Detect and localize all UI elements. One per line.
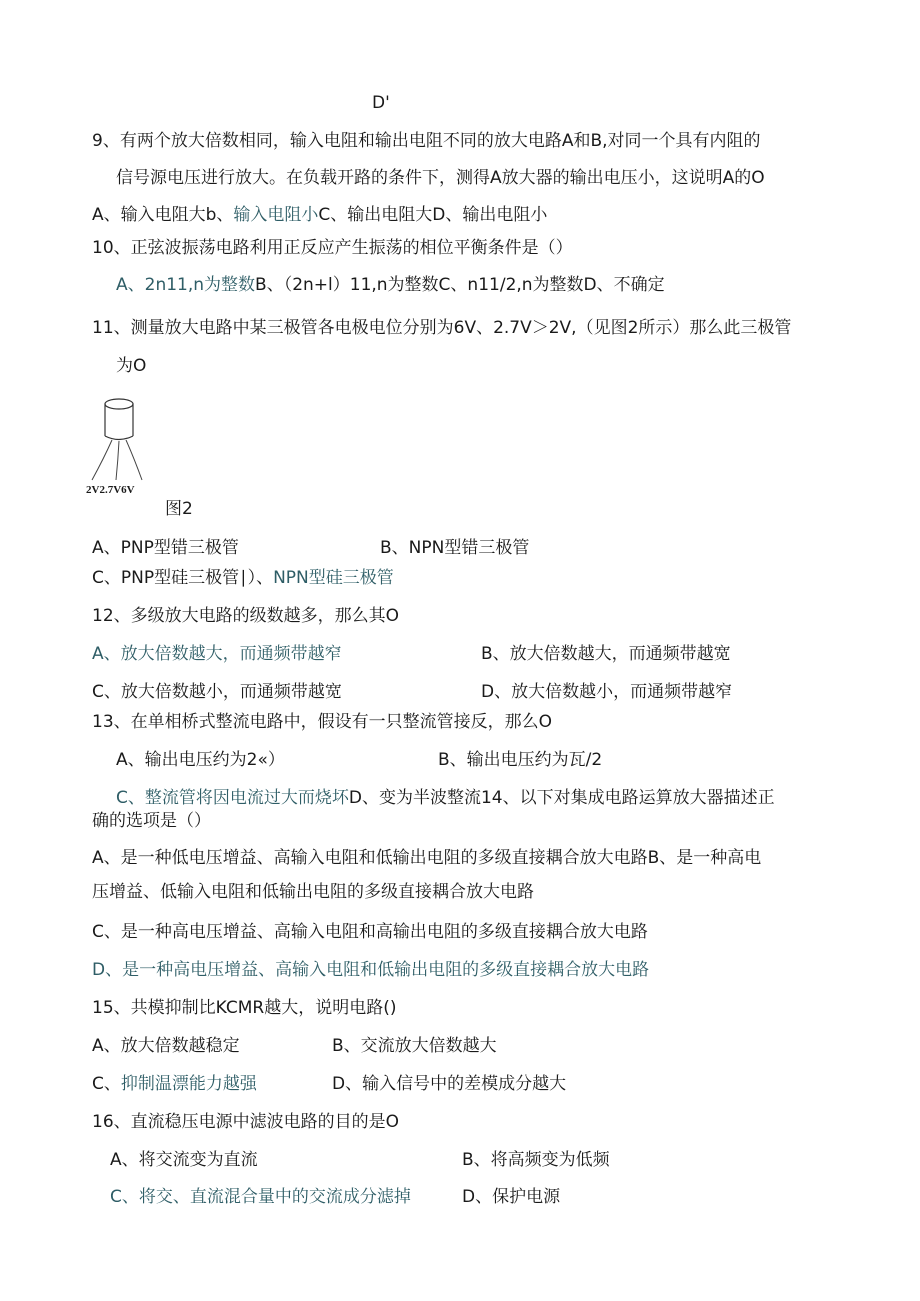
- q13-option-c-answer: C、整流管将因电流过大而烧坏: [116, 788, 349, 808]
- q13-options-cd: [116, 787, 775, 809]
- q16-option-a: A、将交流变为直流: [110, 1150, 258, 1170]
- q15-option-d: D、输入信号中的差模成分越大: [332, 1074, 567, 1094]
- q11-stem-line1: 11、测量放大电路中某三极管各电极电位分别为6V、2.7V＞2V,（见图2所示）那么此三极管: [92, 318, 792, 338]
- q12-option-a-answer: A、放大倍数越大，而通频带越窄: [92, 644, 342, 664]
- q9-options: [92, 204, 547, 226]
- transistor-figure: [86, 394, 156, 496]
- q10-options: [116, 274, 665, 296]
- q16-option-c-answer: C、将交、直流混合量中的交流成分滤掉: [110, 1187, 411, 1207]
- q15-option-c-label: C、: [92, 1074, 121, 1094]
- q12-stem: 12、多级放大电路的级数越多，那么其O: [92, 606, 400, 626]
- q14-option-d-answer: D、是一种高电压增益、高输入电阻和低输出电阻的多级直接耦合放大电路: [92, 960, 650, 980]
- q14-option-ab-line1: A、是一种低电压增益、高输入电阻和低输出电阻的多级直接耦合放大电路B、是一种高电: [92, 848, 762, 868]
- q15-stem: 15、共模抑制比KCMR越大，说明电路(): [92, 998, 397, 1018]
- q11-stem-line2: 为O: [116, 356, 147, 376]
- q11-option-d-answer: NPN型硅三极管: [273, 568, 394, 588]
- q10-stem: 10、正弦波振荡电路利用正反应产生振荡的相位平衡条件是（）: [92, 238, 573, 258]
- q13-stem: 13、在单相桥式整流电路中，假设有一只整流管接反，那么O: [92, 712, 553, 732]
- q13-option-a: A、输出电压约为2«）: [116, 750, 285, 770]
- top-mark: D': [372, 93, 390, 113]
- q9-option-cd: C、输出电阻大D、输出电阻小: [318, 205, 548, 225]
- q10-option-rest: B、（2n+l）11,n为整数C、n11∕2,n为整数D、不确定: [255, 275, 665, 295]
- q11-option-b: B、NPN型错三极管: [380, 538, 530, 558]
- q13-option-d-q14-stem: D、变为半波整流14、以下对集成电路运算放大器描述正: [348, 788, 775, 808]
- q15-option-b: B、交流放大倍数越大: [332, 1036, 497, 1056]
- q9-stem-line1: 9、有两个放大倍数相同，输入电阻和输出电阻不同的放大电路A和B,对同一个具有内阻的: [92, 131, 761, 151]
- q16-option-b: B、将高频变为低频: [462, 1150, 610, 1170]
- q9-option-b-answer: 输入电阻小: [233, 205, 319, 225]
- q14-stem-line2: 确的选项是（）: [92, 811, 211, 831]
- q15-option-a: A、放大倍数越稳定: [92, 1036, 240, 1056]
- q11-option-c: C、PNP型硅三极管∣）、: [92, 568, 274, 588]
- figure-voltage-labels: 2V2.7V6V: [86, 484, 135, 496]
- q12-option-c: C、放大倍数越小，而通频带越宽: [92, 682, 342, 702]
- q13-option-b: B、输出电压约为瓦/2: [438, 750, 603, 770]
- q14-option-c: C、是一种高电压增益、高输入电阻和高输出电阻的多级直接耦合放大电路: [92, 922, 648, 942]
- q12-option-b: B、放大倍数越大，而通频带越宽: [481, 644, 731, 664]
- figure-caption: 图2: [165, 499, 193, 519]
- q15-option-c: [92, 1073, 257, 1095]
- q12-option-d: D、放大倍数越小，而通频带越窄: [481, 682, 733, 702]
- q16-stem: 16、直流稳压电源中滤波电路的目的是O: [92, 1112, 400, 1132]
- q9-option-a: A、输入电阻大b、: [92, 205, 234, 225]
- q16-option-d: D、保护电源: [462, 1187, 561, 1207]
- q9-stem-line2: 信号源电压进行放大。在负载开路的条件下，测得A放大器的输出电压小，这说明A的O: [116, 168, 765, 188]
- q15-option-c-answer: 抑制温漂能力越强: [120, 1074, 257, 1094]
- q14-option-ab-line2: 压增益、低输入电阻和低输出电阻的多级直接耦合放大电路: [92, 882, 534, 902]
- q11-option-a: A、PNP型错三极管: [92, 538, 239, 558]
- q10-option-a-answer: A、2n11,n为整数: [116, 275, 256, 295]
- q11-options-cd: [92, 567, 394, 589]
